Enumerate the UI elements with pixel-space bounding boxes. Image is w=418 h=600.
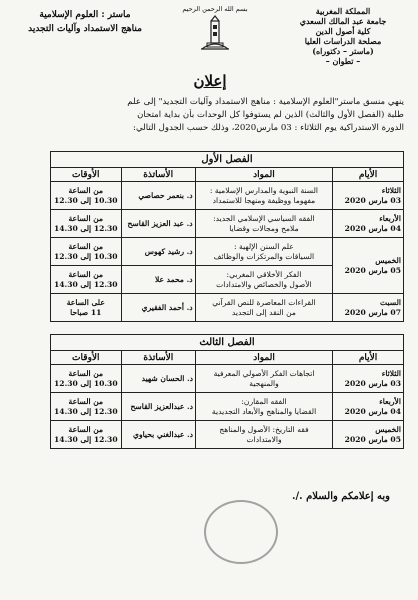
subject-cell: علم السنن الإلهية : السياقات والمرتكزات والوظائف: [195, 238, 332, 266]
table-row: [51, 238, 404, 266]
day-cell: السبت 07 مارس 2020: [333, 294, 404, 322]
prof-cell: د. عبد العزيز القاسح: [121, 210, 195, 238]
col-header-prof: الأساتذة: [121, 168, 195, 182]
prof-cell: د. عبدالغني بحياوي: [121, 421, 195, 449]
time-cell: على الساعة 11 صباحا: [51, 294, 122, 322]
university-emblem-icon: [198, 15, 232, 51]
semester-title: الفصل الثالث: [51, 335, 404, 351]
subject-cell: السنة النبوية والمدارس الإسلامية : مفهوما ووظيفة ومنهجا للاستمداد: [195, 182, 332, 210]
subject-cell: فقه التاريخ: الأصول والمناهج والامتدادات: [196, 421, 333, 449]
program-line: ماستر : العلوم الإسلامية: [39, 10, 131, 20]
official-stamp: [204, 500, 278, 564]
time-cell: من الساعة 12.30 إلى 14.30: [51, 393, 122, 421]
time-cell: من الساعة 12.30 إلى 14.30: [51, 421, 122, 449]
intro-paragraph: [12, 96, 404, 135]
table-row: [51, 393, 404, 421]
col-header-time: الأوقات: [51, 351, 122, 365]
table-row: [51, 210, 404, 238]
table-row: [51, 421, 404, 449]
header-line: جامعة عبد المالك السعدي: [299, 16, 387, 26]
header-line: – تطوان –: [325, 56, 361, 66]
intro-line: الدورة الاستدراكية يوم الثلاثاء : 03 مارس2020، وذلك حسب الجدول التالي:: [133, 123, 404, 133]
prof-cell: د. عبدالعزيز القاسح: [121, 393, 195, 421]
table-row: [51, 294, 404, 322]
day-cell: الأربعاء 04 مارس 2020: [333, 210, 404, 238]
col-header-subject: المواد: [196, 351, 333, 365]
basmala: بسم الله الرحمن الرحيم: [182, 5, 248, 13]
header-center: [175, 5, 255, 55]
table-row: [51, 182, 404, 210]
semester1-table: [50, 151, 404, 322]
header-line: (ماستر – دكتوراه): [312, 46, 374, 56]
table-row: [51, 365, 404, 393]
prof-cell: د. محمد علا: [121, 266, 195, 294]
subject-cell: الفقه السياسي الإسلامي الجديد: ملامح ومجالات وقضايا: [195, 210, 332, 238]
institution-header: [278, 6, 408, 66]
time-cell: من الساعة 12.30 إلى 14.30: [51, 266, 122, 294]
time-cell: من الساعة 10.30 إلى 12.30: [51, 238, 122, 266]
subject-cell: الفكر الأخلاقي المغربي: الأصول والخصائص والامتدادات: [195, 266, 332, 294]
prof-cell: د. بنعمر حصاصي: [121, 182, 195, 210]
time-cell: من الساعة 10.30 إلى 12.30: [51, 365, 122, 393]
subject-cell: اتجاهات الفكر الأصولي المعرفية والمنهجية: [196, 365, 333, 393]
closing-text: وبه إعلامكم والسلام ./.: [291, 491, 390, 502]
page-title: إعلان: [193, 72, 227, 90]
day-cell: الثلاثاء 03 مارس 2020: [333, 182, 404, 210]
day-cell: الثلاثاء 03 مارس 2020: [333, 365, 404, 393]
intro-line: ينهي منسق ماستر"العلوم الإسلامية : مناهج الاستمداد وآليات التجديد" إلى علم: [127, 97, 404, 107]
header-line: مصلحة الدراسات العليا: [304, 36, 382, 46]
col-header-day: الأيام: [333, 168, 404, 182]
time-cell: من الساعة 12.30 إلى 14.30: [51, 210, 122, 238]
col-header-time: الأوقات: [51, 168, 122, 182]
day-cell: الأربعاء 04 مارس 2020: [333, 393, 404, 421]
col-header-subject: المواد: [195, 168, 332, 182]
semester3-table: [50, 334, 404, 449]
program-line: مناهج الاستمداد وآليات التجديد: [28, 24, 142, 34]
intro-line: طلبة (الفصل الأول والثالث) الذين لم يستوفوا كل الوحدات بأن بداية امتحان: [137, 110, 404, 120]
semester-title: الفصل الأول: [51, 152, 404, 168]
header-line: المملكة المغربية: [315, 6, 371, 16]
time-cell: من الساعة 10.30 إلى 12.30: [51, 182, 122, 210]
prof-cell: د. الحسان شهيد: [121, 365, 195, 393]
col-header-day: الأيام: [333, 351, 404, 365]
header-line: كلية أصول الدين: [315, 26, 371, 36]
day-cell: الخميس 05 مارس 2020: [333, 421, 404, 449]
subject-cell: القراءات المعاصرة للنص القرآني من النقد إلى التجديد: [195, 294, 332, 322]
prof-cell: د. رشيد كهوس: [121, 238, 195, 266]
day-cell: الخميس 05 مارس 2020: [333, 238, 404, 294]
prof-cell: د. أحمد الفقيري: [121, 294, 195, 322]
subject-cell: الفقه المقارن: القضايا والمناهج والأبعاد التجديدية: [196, 393, 333, 421]
program-header: [10, 8, 160, 36]
col-header-prof: الأساتذة: [121, 351, 195, 365]
